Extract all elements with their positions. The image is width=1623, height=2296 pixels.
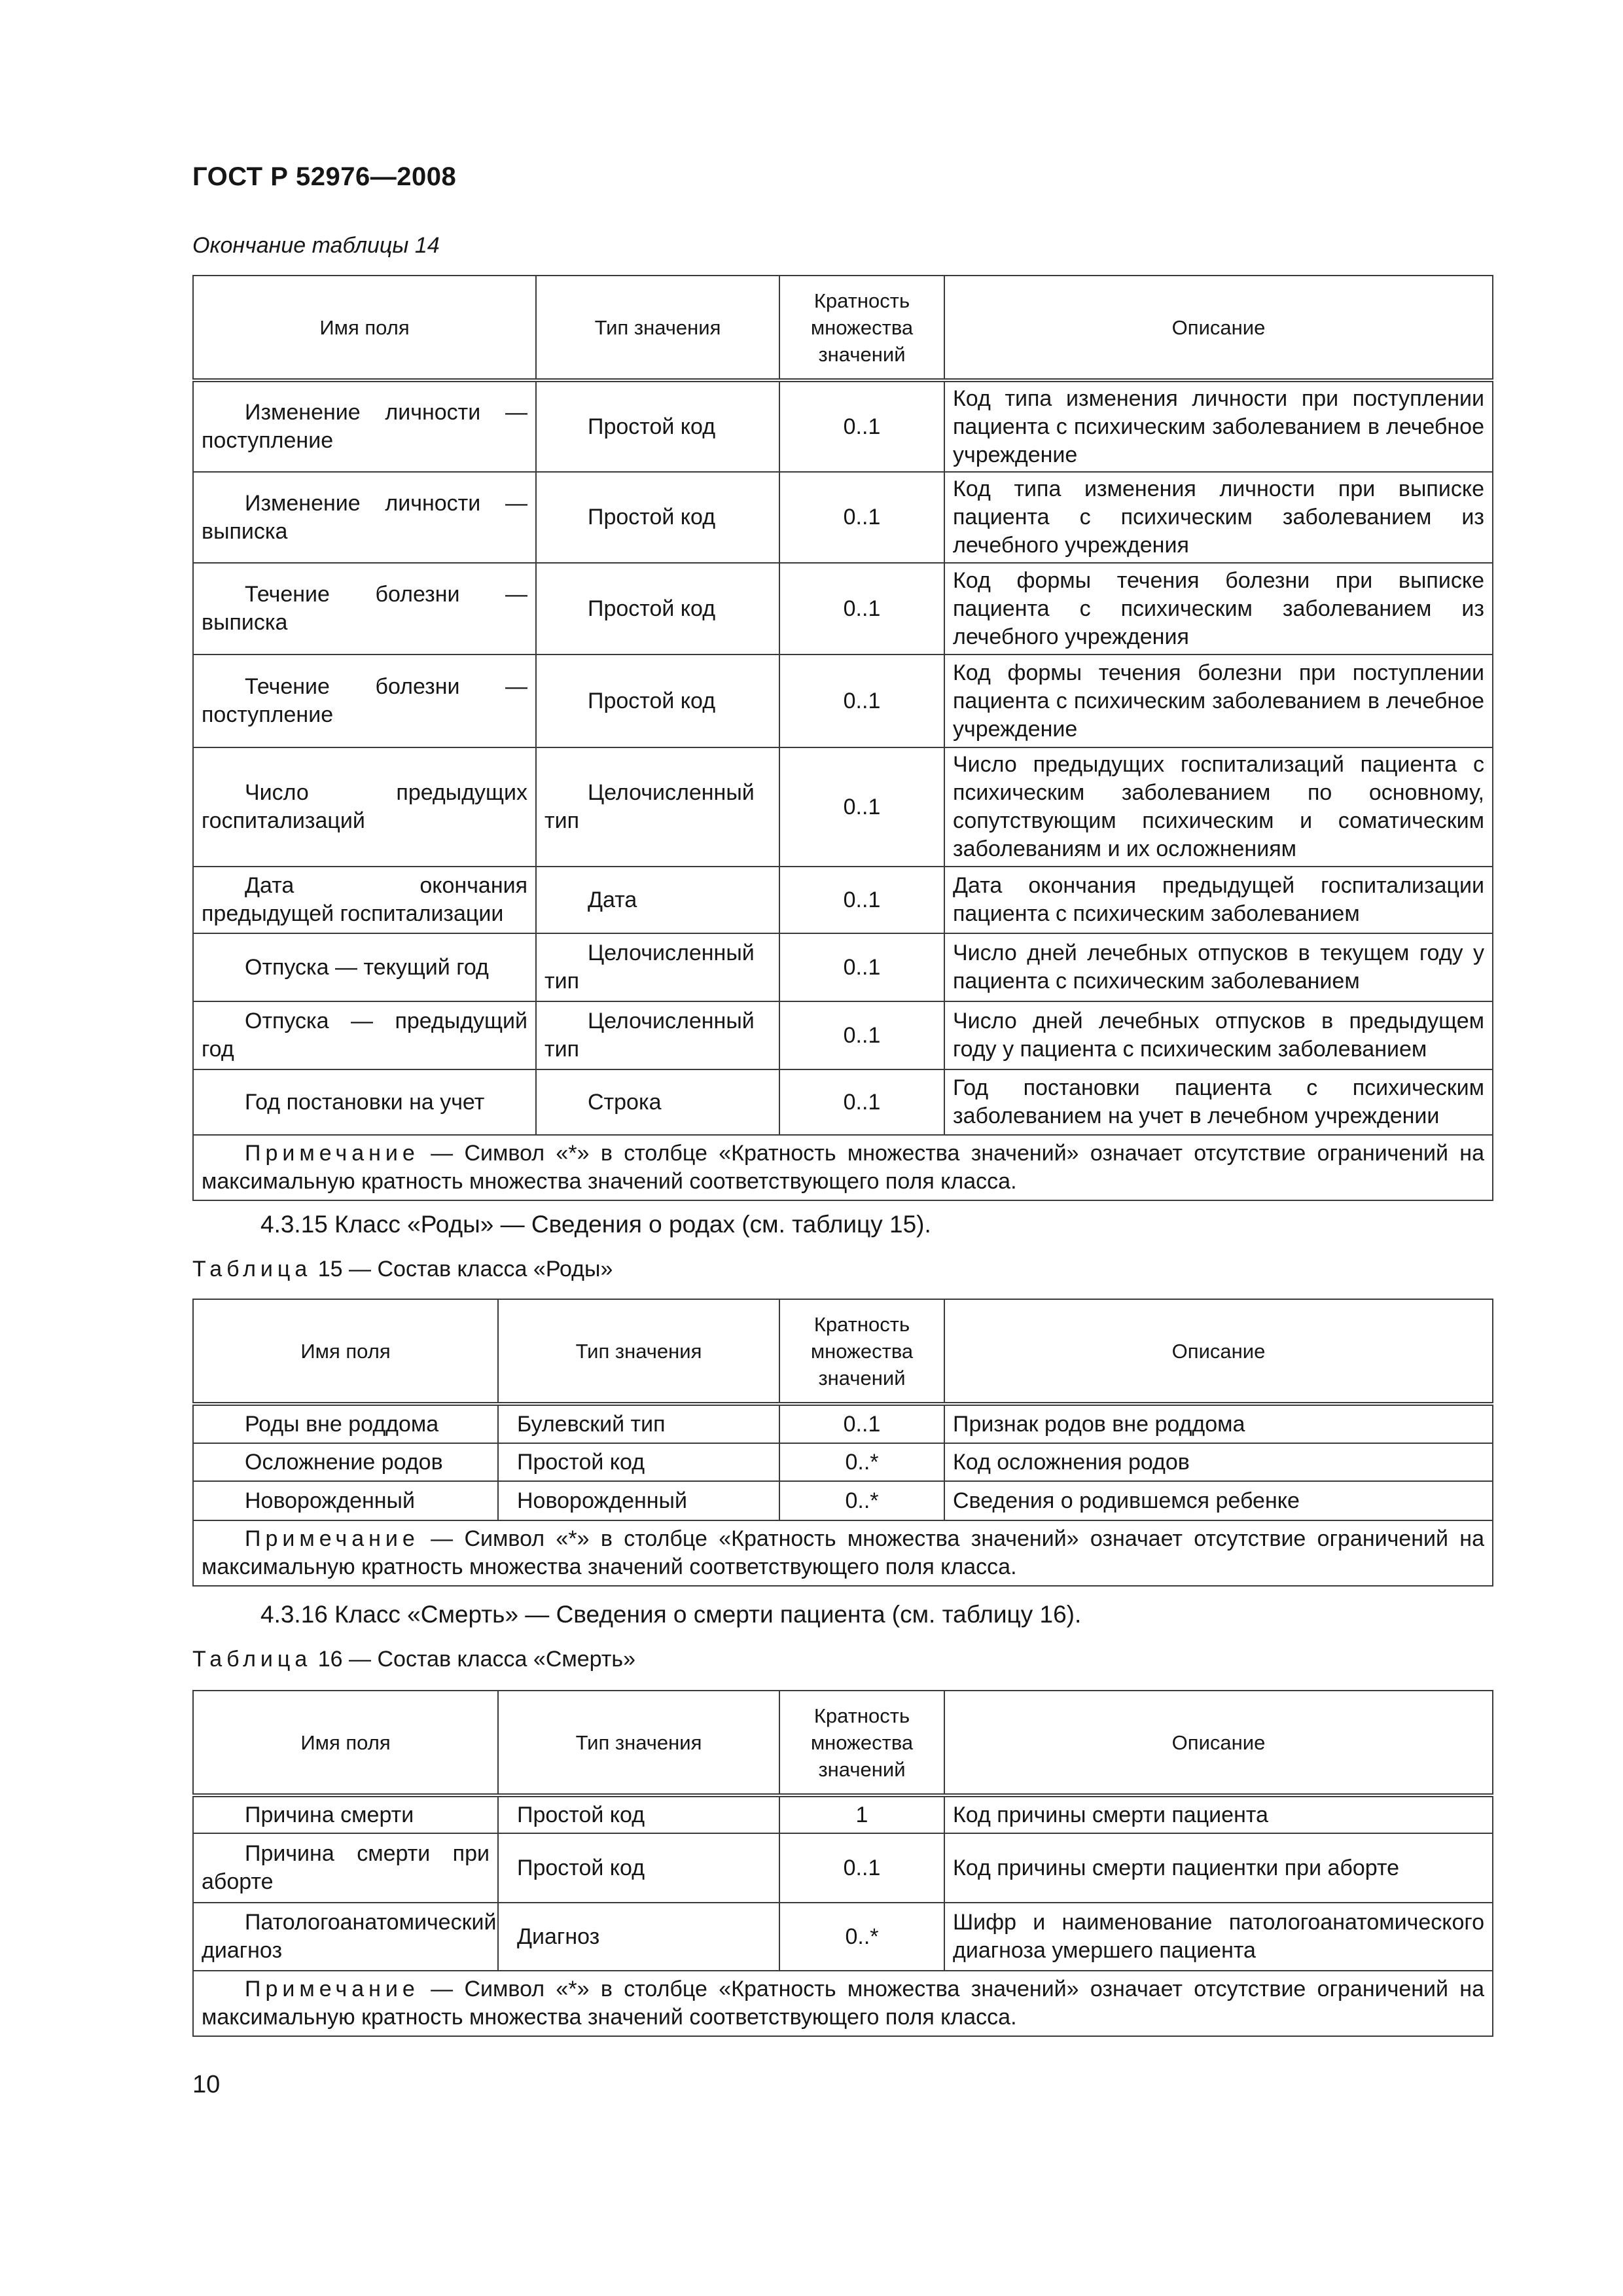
field-description: Шифр и наименование патологоанатомического диагноза умершего пациента xyxy=(944,1903,1493,1971)
table-note-row xyxy=(193,1135,1493,1200)
caption-text: 16 — Состав класса «Смерть» xyxy=(317,1647,636,1672)
field-type: Строка xyxy=(588,1089,662,1115)
table-row xyxy=(193,655,1493,747)
table-row xyxy=(193,1481,1493,1520)
document-id: ГОСТ Р 52976—2008 xyxy=(192,162,457,191)
column-header: Имя поля xyxy=(193,276,536,380)
table-row xyxy=(193,1069,1493,1135)
column-header: Кратность множества значений xyxy=(779,1299,944,1404)
field-description: Код типа изменения личности при выписке пациента с психическим заболеванием из лечебного учреждения xyxy=(944,472,1493,563)
field-description: Код осложнения родов xyxy=(944,1443,1493,1481)
column-header: Тип значения xyxy=(498,1691,779,1795)
field-type: Простой код xyxy=(498,1833,779,1903)
field-description: Код причины смерти пациента xyxy=(944,1795,1493,1833)
field-type: Простой код xyxy=(588,688,716,713)
table-row xyxy=(193,563,1493,655)
section-heading: 4.3.15 Класс «Роды» — Сведения о родах (см. таблицу 15). xyxy=(260,1211,931,1238)
field-type: Новорожденный xyxy=(498,1481,779,1520)
column-header: Имя поля xyxy=(193,1299,498,1404)
field-multiplicity: 1 xyxy=(779,1795,944,1833)
field-description: Число дней лечебных отпусков в предыдущем году у пациента с психическим заболеванием xyxy=(944,1001,1493,1069)
table-note xyxy=(202,1525,1484,1581)
field-description: Число дней лечебных отпусков в текущем году у пациента с психическим заболеванием xyxy=(944,933,1493,1001)
table-row xyxy=(193,1443,1493,1481)
field-name: Изменение личности — выписка xyxy=(202,490,527,544)
field-name: Осложнение родов xyxy=(245,1449,443,1475)
field-type: Простой код xyxy=(588,596,716,621)
field-description: Код формы течения болезни при выписке пациента с психическим заболеванием из лечебного учреждения xyxy=(944,563,1493,655)
column-header: Описание xyxy=(944,276,1493,380)
table-note xyxy=(202,1975,1484,2032)
field-description: Код формы течения болезни при поступлении пациента с психическим заболеванием в лечебное учреждение xyxy=(944,655,1493,747)
field-type: Простой код xyxy=(498,1443,779,1481)
table-row xyxy=(193,1404,1493,1443)
caption-label: Таблица xyxy=(192,1257,312,1282)
field-name: Причина смерти при аборте xyxy=(202,1841,490,1894)
field-type: Целочисленный тип xyxy=(544,941,755,994)
note-label: Примечание xyxy=(245,1526,419,1551)
field-name: Течение болезни — поступление xyxy=(202,674,527,727)
table-row xyxy=(193,747,1493,867)
field-type: Булевский тип xyxy=(498,1404,779,1443)
column-header: Описание xyxy=(944,1691,1493,1795)
note-text: — Символ «*» в столбце «Кратность множества значений» означает отсутствие ограничений на максимальную кратность множества значений соответствующего поля класса. xyxy=(202,1141,1484,1194)
caption-text: 15 — Состав класса «Роды» xyxy=(317,1257,613,1282)
column-header: Имя поля xyxy=(193,1691,498,1795)
table14 xyxy=(192,275,1493,1201)
field-multiplicity: 0..1 xyxy=(779,747,944,867)
note-text: — Символ «*» в столбце «Кратность множества значений» означает отсутствие ограничений на максимальную кратность множества значений соответствующего поля класса. xyxy=(202,1526,1484,1579)
field-multiplicity: 0..* xyxy=(779,1903,944,1971)
field-multiplicity: 0..1 xyxy=(779,472,944,563)
field-type: Диагноз xyxy=(498,1903,779,1971)
field-name: Причина смерти xyxy=(245,1802,414,1827)
field-name: Роды вне роддома xyxy=(245,1411,439,1437)
field-description: Дата окончания предыдущей госпитализации пациента с психическим заболеванием xyxy=(944,867,1493,933)
table16-caption xyxy=(192,1647,635,1672)
table15 xyxy=(192,1299,1493,1587)
field-multiplicity: 0..1 xyxy=(779,1001,944,1069)
field-multiplicity: 0..1 xyxy=(779,1404,944,1443)
field-multiplicity: 0..* xyxy=(779,1443,944,1481)
note-label: Примечание xyxy=(245,1977,419,2001)
field-name: Отпуска — текущий год xyxy=(245,954,489,980)
field-name: Отпуска — предыдущий год xyxy=(202,1009,527,1062)
field-type: Простой код xyxy=(588,505,716,529)
table-row xyxy=(193,867,1493,933)
field-multiplicity: 0..1 xyxy=(779,1069,944,1135)
table16-header-row xyxy=(193,1691,1493,1795)
column-header: Описание xyxy=(944,1299,1493,1404)
field-name: Новорожденный xyxy=(245,1488,415,1513)
table-note-row xyxy=(193,1520,1493,1586)
table-row xyxy=(193,380,1493,472)
field-description: Сведения о родившемся ребенке xyxy=(944,1481,1493,1520)
table-row xyxy=(193,1795,1493,1833)
table-row xyxy=(193,472,1493,563)
column-header: Кратность множества значений xyxy=(779,276,944,380)
field-multiplicity: 0..1 xyxy=(779,380,944,472)
table-row xyxy=(193,1833,1493,1903)
column-header: Тип значения xyxy=(498,1299,779,1404)
table15-caption xyxy=(192,1257,613,1282)
table14-caption: Окончание таблицы 14 xyxy=(192,233,440,258)
section-heading: 4.3.16 Класс «Смерть» — Сведения о смерти пациента (см. таблицу 16). xyxy=(260,1601,1082,1628)
table14-header-row xyxy=(193,276,1493,380)
field-type: Простой код xyxy=(588,414,716,439)
field-multiplicity: 0..* xyxy=(779,1481,944,1520)
field-description: Год постановки пациента с психическим заболеванием на учет в лечебном учреждении xyxy=(944,1069,1493,1135)
field-name: Год постановки на учет xyxy=(245,1089,485,1115)
field-multiplicity: 0..1 xyxy=(779,933,944,1001)
field-name: Изменение личности — поступление xyxy=(202,400,527,453)
note-label: Примечание xyxy=(245,1141,419,1166)
field-type: Целочисленный тип xyxy=(544,1009,755,1062)
column-header: Тип значения xyxy=(536,276,779,380)
table-row xyxy=(193,1903,1493,1971)
table15-header-row xyxy=(193,1299,1493,1404)
field-multiplicity: 0..1 xyxy=(779,867,944,933)
table-note-row xyxy=(193,1971,1493,2036)
note-text: — Символ «*» в столбце «Кратность множества значений» означает отсутствие ограничений на максимальную кратность множества значений соответствующего поля класса. xyxy=(202,1977,1484,2030)
table16 xyxy=(192,1690,1493,2037)
field-multiplicity: 0..1 xyxy=(779,655,944,747)
field-type: Дата xyxy=(588,887,637,912)
field-description: Код типа изменения личности при поступлении пациента с психическим заболеванием в лечебное учреждение xyxy=(944,380,1493,472)
field-type: Целочисленный тип xyxy=(544,780,755,833)
caption-label: Таблица xyxy=(192,1647,312,1672)
column-header: Кратность множества значений xyxy=(779,1691,944,1795)
field-name: Течение болезни — выписка xyxy=(202,582,527,635)
field-multiplicity: 0..1 xyxy=(779,563,944,655)
page-number: 10 xyxy=(192,2071,221,2098)
field-name: Патологоанатомический диагноз xyxy=(202,1910,497,1963)
field-name: Число предыдущих госпитализаций xyxy=(202,780,527,833)
table-note xyxy=(202,1139,1484,1196)
table-row xyxy=(193,933,1493,1001)
field-type: Простой код xyxy=(498,1795,779,1833)
field-description: Число предыдущих госпитализаций пациента с психическим заболеванием по основному, сопутствующим психическим и соматическим заболеваниям и их осложнениям xyxy=(944,747,1493,867)
field-name: Дата окончания предыдущей госпитализации xyxy=(202,873,527,926)
field-description: Код причины смерти пациентки при аборте xyxy=(944,1833,1493,1903)
field-multiplicity: 0..1 xyxy=(779,1833,944,1903)
table-row xyxy=(193,1001,1493,1069)
field-description: Признак родов вне роддома xyxy=(944,1404,1493,1443)
